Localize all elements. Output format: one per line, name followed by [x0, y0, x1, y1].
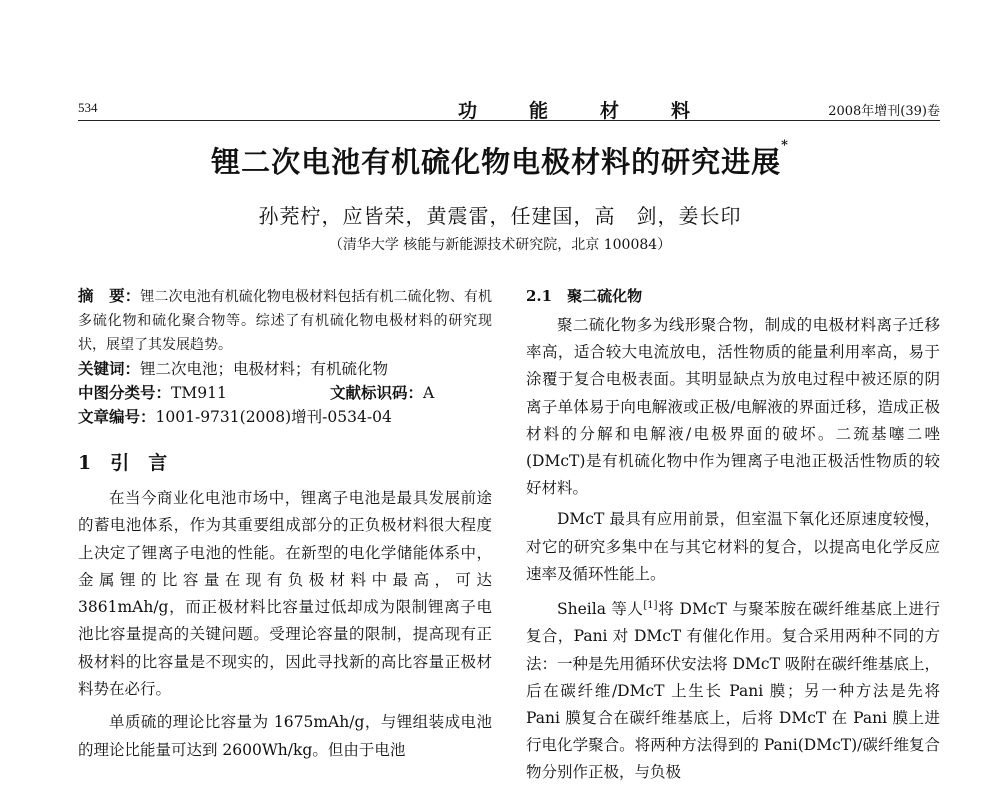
article-id: [78, 405, 492, 429]
p3-lead: Sheila 等人: [557, 600, 644, 619]
keywords-text: 锂二次电池；电极材料；有机硫化物: [140, 360, 389, 378]
abstract-label: 摘 要：: [78, 286, 141, 305]
intro-paragraph-2: 单质硫的理论比容量为 1675mAh/g，与锂组装成电池的理论比能量可达到 2600Wh/kg。但由于电池: [78, 713, 492, 759]
clc-label: 中图分类号：: [78, 383, 172, 402]
abstract-text: 锂二次电池有机硫化物电极材料包括有机二硫化物、有机多硫化物和硫化聚合物等。综述了有机硫化物电极材料的研究现状，展望了其发展趋势。: [78, 289, 492, 353]
intro-paragraph-1: 在当今商业化电池市场中，锂离子电池是最具发展前途的蓄电池体系，作为其重要组成部分的正负极材料很大程度上决定了锂离子电池的性能。在新型的电化学储能体系中，金属锂的比容量在现有负极材料中最高，可达 3861mAh/g，而正极材料比容量过低却成为限制锂离子电池比容量提高的关键问题。受理论容量的限制，提高现有正极材料的比容量是不现实的，因此寻找新的高比容量正极材料势在必行。: [78, 489, 492, 699]
p3-body: 将 DMcT 与聚苯胺在碳纤维基底上进行复合，Pani 对 DMcT 有催化作用。复合采用两种不同的方法：一种是先用循环伏安法将 DMcT 吸附在碳纤维基底上，后在碳纤维/DMcT 上生长 Pani 膜；另一种方法是先将 Pani 膜复合在碳纤维基底上，后将 DMcT 在 Pani 膜上进行电化学聚合。将两种方法得到的 Pani(DMcT)/碳纤维复合物分别作正极，与负极: [526, 600, 940, 782]
abstract: [78, 284, 492, 357]
doc-code-value: A: [423, 384, 435, 402]
polydisulfide-paragraph-2: DMcT 最具有应用前景，但室温下氧化还原速度较慢，对它的研究多集中在与其它材料的复合，以提高电化学反应速率及循环性能上。: [526, 510, 940, 583]
author-list: 孙茺柠，应皆荣，黄震雷，任建国，高 剑，姜长印: [258, 204, 742, 228]
paper-title: [0, 140, 1000, 181]
running-header: [78, 98, 940, 121]
affiliation: （清华大学 核能与新能源技术研究院，北京 100084）: [328, 237, 672, 253]
journal-issue: 2008年增刊(39)卷: [828, 104, 940, 119]
section-heading-intro: 1 引 言: [78, 452, 168, 474]
subsection-heading-polydisulfide: 2.1 聚二硫化物: [526, 287, 643, 305]
classification-row: [78, 381, 492, 405]
citation-ref-1: [1]: [643, 600, 658, 612]
polydisulfide-paragraph-1: 聚二硫化物多为线形聚合物，制成的电极材料离子迁移率高，适合较大电流放电，活性物质的能量利用率高，易于涂覆于复合电极表面。其明显缺点为放电过程中被还原的阴离子单体易于向电解液或正极/电解液的界面迁移，造成正极材料的分解和电解液/电极界面的破坏。二巯基噻二唑(DMcT)是有机硫化物中作为锂离子电池正极活性物质的较好材料。: [526, 316, 940, 498]
article-id-value: 1001-9731(2008)增刊-0534-04: [155, 408, 392, 426]
polydisulfide-paragraph-3: [526, 592, 940, 787]
page-number: 534: [78, 100, 98, 115]
clc-value: TM911: [171, 384, 227, 402]
keywords: [78, 357, 492, 381]
right-column: [526, 284, 940, 787]
journal-name: 功能材料: [458, 100, 743, 122]
keywords-label: 关键词：: [78, 359, 141, 378]
title-footnote-mark: *: [781, 138, 789, 153]
doc-code-label: 文献标识码：: [330, 383, 424, 402]
article-id-label: 文章编号：: [78, 407, 156, 426]
paper-title-text: 锂二次电池有机硫化物电极材料的研究进展: [211, 145, 782, 179]
left-column: [78, 284, 492, 764]
doc-code: [330, 381, 434, 405]
